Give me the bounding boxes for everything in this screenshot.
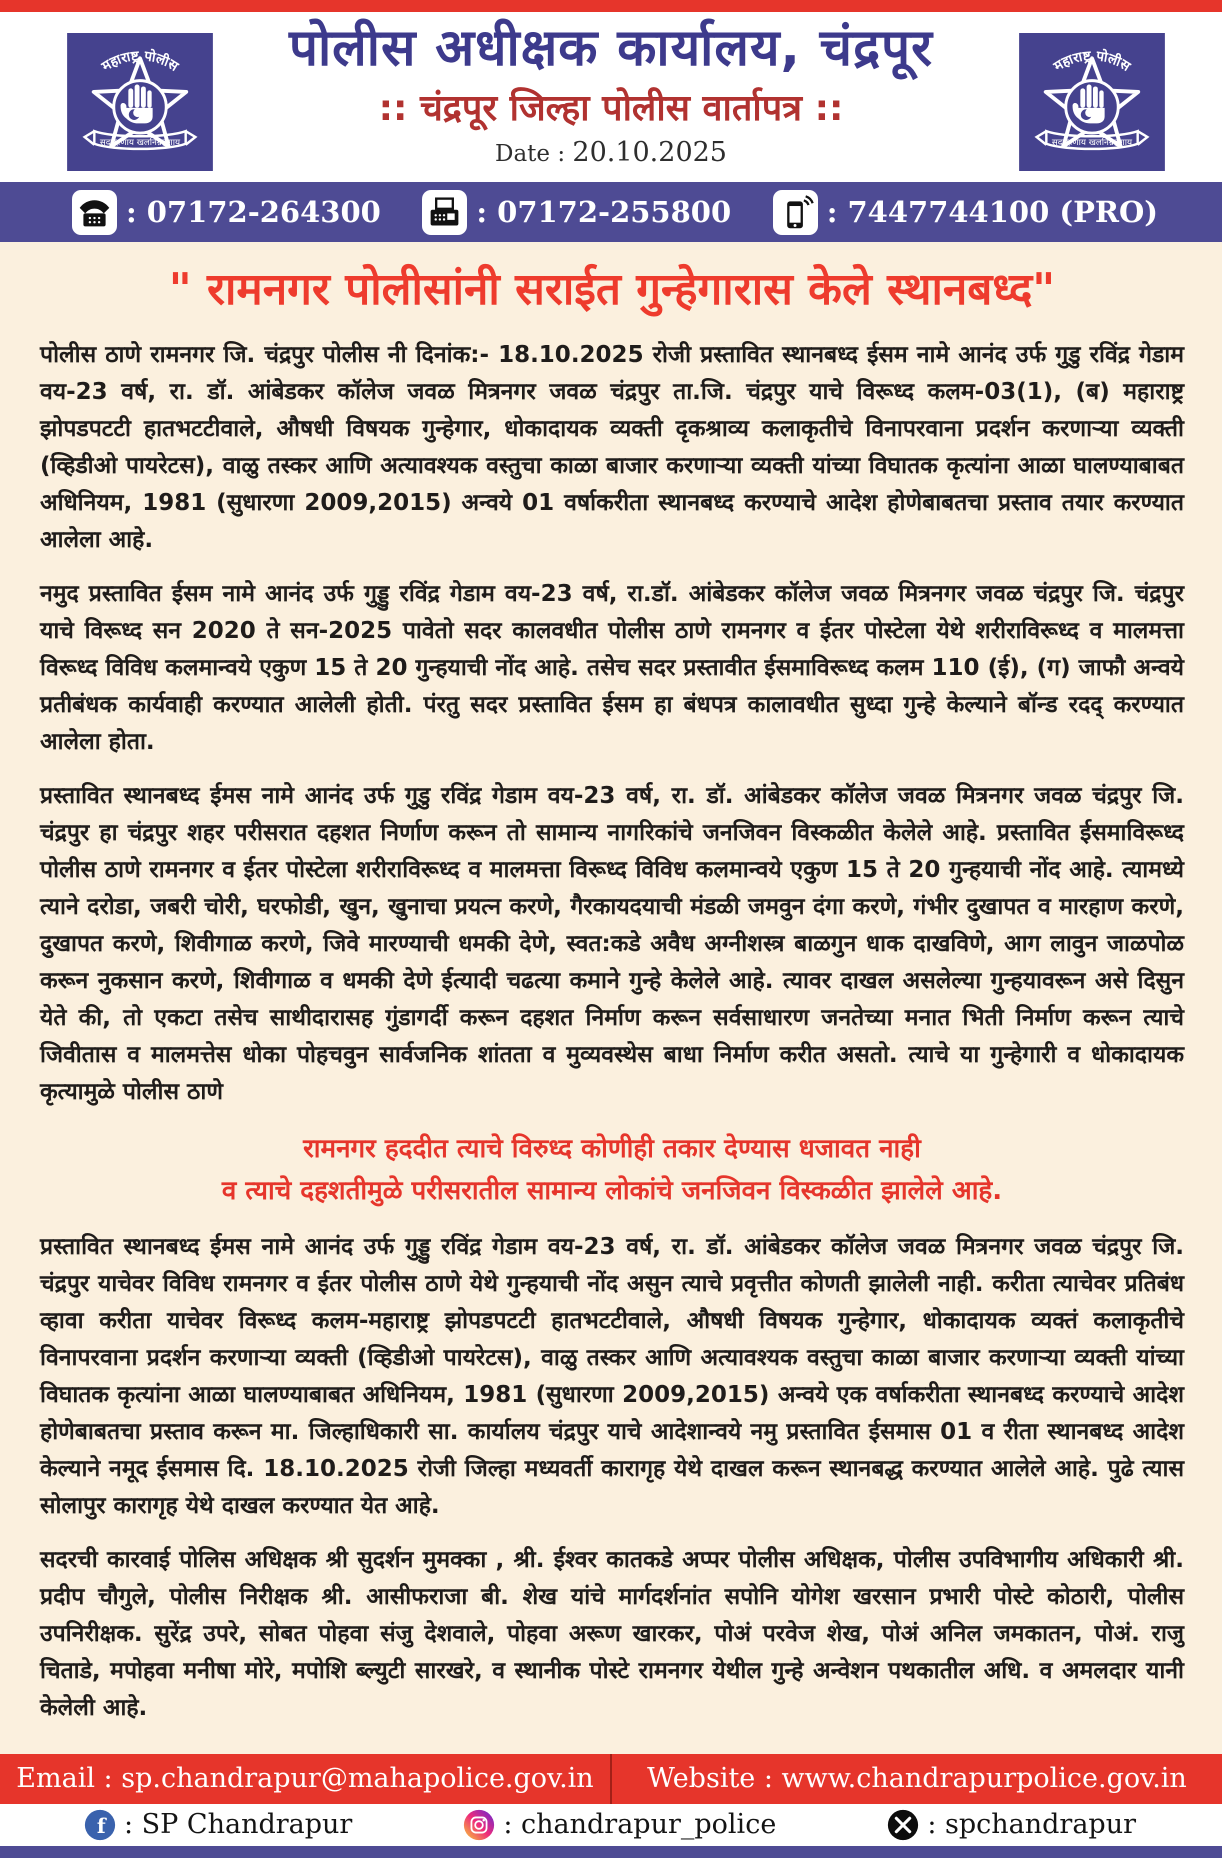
- logo-arc-text: महाराष्ट्र पोलीस: [98, 48, 181, 75]
- paragraph: प्रस्तावित स्थानबध्द ईमस नामे आनंद उर्फ गुड्डु रविंद्र गेडाम वय-23 वर्ष, रा. डॉ. आंबेडकर कॉलेज जवळ मित्रनगर जवळ चंद्रपुर जि. चंद्रपुर याचेवर विविध रामनगर व ईतर पोलीस ठाणे येथे गुन्हयाची नोंद असुन त्याचे प्रवृत्तीत कोणती झालेली नाही. करीता त्याचेवर प्रतिबंध व्हावा करीता याचेवर विरूध्द कलम-महाराष्ट्र झोपडपटटी हातभटटीवाले, औषधी विषयक गुन्हेगार, धोकादायक व्यक्तं कलाकृतीचे विनापरवाना प्रदर्शन करणाऱ्या व्यक्ती (व्हिडीओ पायरेटस), वाळु तस्कर आणि अत्यावश्यक वस्तुचा काळा बाजार करणाऱ्या व्यक्ती यांच्या विघातक कृत्यांना आळा घालण्याबाबत अधिनियम, 1981 (सुधारणा 2009,2015) अन्वये एक वर्षाकरीता स्थानबध्द करण्याचे आदेश होणेबाबतचा प्रस्ताव करून मा. जिल्हाधिकारी सा. कार्यालय चंद्रपुर याचे आदेशान्वये नमु प्रस्तावित ईसमास 01 व रीता स्थानबध्द आदेश केल्याने नमूद ईसमास दि. 18.10.2025 रोजी जिल्हा मध्यवर्ती कारागृह येथे दाखल करून स्थानबद्ध करण्यात आलेले आहे. पुढे त्यास सोलापुर कारागृह येथे दाखल करण्यात येत आहे.: [40, 1233, 1184, 1519]
- mobile-number: : 7447744100 (PRO): [826, 195, 1158, 229]
- instagram-handle-text: : chandrapur_police: [503, 1809, 777, 1841]
- social-bar: [0, 1804, 1222, 1846]
- phone-contact: [72, 190, 381, 235]
- facebook-handle-text: : SP Chandrapur: [124, 1809, 353, 1841]
- maharashtra-police-logo-left: [66, 33, 214, 171]
- header: [0, 12, 1222, 182]
- date-label: Date :: [495, 140, 566, 167]
- highlight-line: रामनगर हददीत त्याचे विरुध्द कोणीही तकार देण्यास धजावत नाही: [303, 1133, 921, 1164]
- x-handle: [887, 1809, 1136, 1841]
- highlight-line: व त्याचे दहशतीमुळे परीसरातील सामान्य लोकांचे जनजिवन विस्कळीत झालेले आहे.: [221, 1175, 1003, 1206]
- logo-ribbon-text: सदरक्षणाय खलनिग्रहणाय: [1051, 137, 1133, 148]
- article-headline: " रामनगर पोलीसांनी सराईत गुन्हेगारास केले स्थानबध्द": [168, 264, 1056, 315]
- maharashtra-police-logo-right: [1018, 33, 1166, 171]
- paragraph: पोलीस ठाणे रामनगर जि. चंद्रपुर पोलीस नी दिनांक:- 18.10.2025 रोजी प्रस्तावित स्थानबध्द ईसम नामे आनंद उर्फ गुडु रविंद्र गेडाम वय-23 वर्ष, रा. डॉ. आंबेडकर कॉलेज जवळ मित्रनगर जवळ चंद्रपुर ता.जि. चंद्रपुर याचे विरूध्द कलम-03(1), (ब) महाराष्ट्र झोपडपटटी हातभटटीवाले, औषधी विषयक गुन्हेगार, धोकादायक व्यक्ती दृकश्राव्य कलाकृतीचे विनापरवाना प्रदर्शन करणाऱ्या व्यक्ती (व्हिडीओ पायरेटस), वाळु तस्कर आणि अत्यावश्यक वस्तुचा काळा बाजार करणाऱ्या व्यक्ती यांच्या विघातक कृत्यांना आळा घालण्याबाबत अधिनियम, 1981 (सुधारणा 2009,2015) अन्वये 01 वर्षाकरीता स्थानबध्द करण्याचे आदेश होणेबाबतचा प्रस्ताव तयार करण्यात आलेला आहे.: [40, 341, 1184, 553]
- date-value: 20.10.2025: [572, 136, 727, 168]
- phone-number: : 07172-264300: [126, 195, 381, 229]
- newsletter-subtitle: :: चंद्रपूर जिल्हा पोलीस वार्तापत्र ::: [378, 87, 844, 129]
- highlight-text: [40, 1128, 1184, 1212]
- top-red-strip: [0, 0, 1222, 12]
- mobile-icon: [773, 190, 818, 235]
- contact-bar: [0, 182, 1222, 242]
- x-handle-text: : spchandrapur: [927, 1809, 1136, 1841]
- footer-email: Email : sp.chandrapur@mahapolice.gov.in: [16, 1762, 594, 1794]
- mobile-contact: [773, 190, 1158, 235]
- telephone-icon: [72, 190, 117, 235]
- instagram-icon: [463, 1809, 495, 1841]
- paragraph: सदरची कारवाई पोलिस अधिक्षक श्री सुदर्शन मुमक्का , श्री. ईश्वर कातकडे अप्पर पोलीस अधिक्षक, पोलीस उपविभागीय अधिकारी श्री. प्रदीप चौगुले, पोलीस निरीक्षक श्री. आसीफराजा बी. शेख यांचे मार्गदर्शनांत सपोनि योगेश खरसान प्रभारी पोस्टे कोठारी, पोलीस उपनिरीक्षक. सुरेंद्र उपरे, सोबत पोहवा संजु देशवाले, पोहवा अरूण खारकर, पोअं परवेज शेख, पोअं अनिल जमकातन, पोअं. राजु चिताडे, मपोहवा मनीषा मोरे, मपोशि ब्ल्युटी सारखरे, व स्थानीक पोस्टे रामनगर येथील गुन्हे अन्वेशन पथकातील अधि. व अमलदार यानी केलेली आहे.: [40, 1546, 1184, 1721]
- instagram-handle: [463, 1809, 776, 1841]
- article-body: [0, 242, 1222, 1754]
- x-icon: [887, 1809, 919, 1841]
- fax-icon: [422, 190, 467, 235]
- logo-arc-text: महाराष्ट्र पोलीस: [1050, 48, 1133, 75]
- paragraph: प्रस्तावित स्थानबध्द ईमस नामे आनंद उर्फ गुडु रविंद्र गेडाम वय-23 वर्ष, रा. डॉ. आंबेडकर कॉलेज जवळ मित्रनगर जवळ चंद्रपुर जि. चंद्रपुर हा चंद्रपुर शहर परीसरात दहशत निर्णाण करून तो सामान्य नागरिकांचे जनजिवन विस्कळीत केलेले आहे. प्रस्तावित ईसमाविरूध्द पोलीस ठाणे रामनगर व ईतर पोस्टेला शरीराविरूध्द व मालमत्ता विरूध्द विविध कलमान्वये एकुण 15 ते 20 गुन्हयाची नोंद आहे. त्यामध्ये त्याने दरोडा, जबरी चोरी, घरफोडी, खुन, खुनाचा प्रयत्न करणे, गैरकायदयाची मंडळी जमवुन दंगा करणे, गंभीर दुखापत व मारहाण करणे, दुखापत करणे, शिवीगाळ करणे, जिवे मारण्याची धमकी देणे, स्वत:कडे अवैध अग्नीशस्त्र बाळगुन धाक दाखविणे, आग लावुन जाळपोळ करून नुकसान करणे, शिवीगाळ व धमकी देणे ईत्यादी चढत्या कमाने गुन्हे केलेले आहे. त्यावर दाखल असलेल्या गुन्हयावरून असे दिसुन येते की, तो एकटा तसेच साथीदारासह गुंडागर्दी करून दहशत निर्माण करून सर्वसाधारण जनतेच्या मनात भिती निर्माण करून त्याचे जिवीतास व मालमत्तेस धोका पोहचवुन सार्वजनिक शांतता व मुव्यवस्थेस बाधा निर्माण करीत असतो. त्याचे या गुन्हेगारी व धोकादायक कृत्यामुळे पोलीस ठाणे: [40, 782, 1184, 1105]
- footer-website: Website : www.chandrapurpolice.gov.in: [610, 1754, 1222, 1804]
- fax-contact: [422, 190, 731, 235]
- footer-contact-bar: [0, 1754, 1222, 1804]
- facebook-handle: [84, 1809, 352, 1841]
- fax-number: : 07172-255800: [476, 195, 732, 229]
- facebook-icon: [84, 1809, 116, 1841]
- bottom-purple-strip: [0, 1846, 1222, 1858]
- logo-ribbon-text: सदरक्षणाय खलनिग्रहणाय: [99, 137, 181, 148]
- page-title: पोलीस अधीक्षक कार्यालय, चंद्रपूर: [289, 19, 933, 78]
- paragraph: नमुद प्रस्तावित ईसम नामे आनंद उर्फ गुड्डु रविंद्र गेडाम वय-23 वर्ष, रा.डॉ. आंबेडकर कॉलेज जवळ मित्रनगर जवळ चंद्रपुर जि. चंद्रपुर याचे विरूध्द सन 2020 ते सन-2025 पावेतो सदर कालवधीत पोलीस ठाणे रामनगर व ईतर पोस्टेला येथे शरीराविरूध्द व मालमत्ता विरूध्द विविध कलमान्वये एकुण 15 ते 20 गुन्हयाची नोंद आहे. तसेच सदर प्रस्तावीत ईसमाविरूध्द कलम 110 (ई), (ग) जाफौ अन्वये प्रतीबंधक कार्यवाही करण्यात आलेली होती. पंरतु सदर प्रस्तावित ईसम हा बंधपत्र कालावधीत सुध्दा गुन्हे केल्याने बॉन्ड रदद् करण्यात आलेला होता.: [40, 580, 1184, 755]
- svg-text:f: f: [96, 1813, 106, 1838]
